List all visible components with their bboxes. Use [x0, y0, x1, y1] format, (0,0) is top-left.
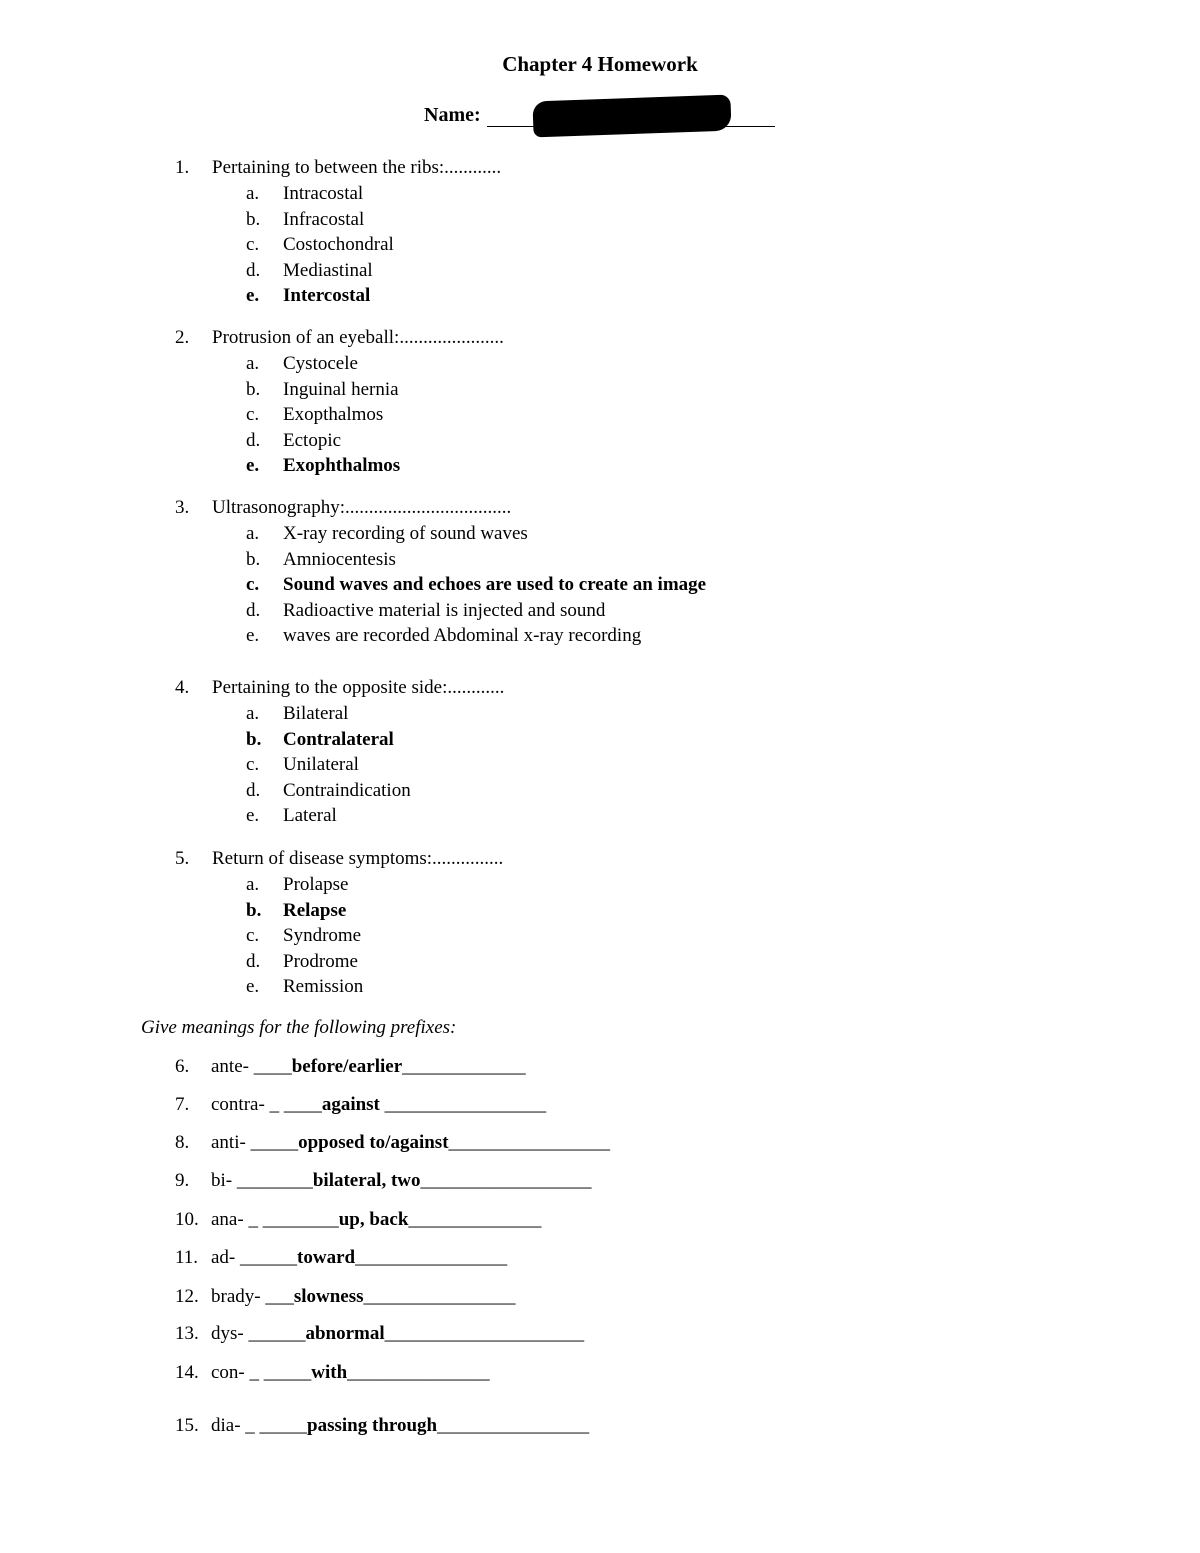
- question-number: 2.: [175, 327, 190, 348]
- prefix-number: 9.: [175, 1170, 190, 1191]
- selected-answer: Contralateral: [283, 728, 394, 750]
- prefix-number: 15.: [175, 1415, 199, 1436]
- question-number: 3.: [175, 497, 190, 518]
- option-letter: b.: [246, 548, 261, 570]
- option-letter: b.: [246, 208, 261, 230]
- prefix-term: ana-: [211, 1209, 244, 1230]
- prefix-term: ante-: [211, 1056, 249, 1077]
- option-letter: b.: [246, 728, 262, 750]
- name-label: Name:: [424, 104, 481, 126]
- prefix-number: 11.: [175, 1247, 199, 1268]
- option-text: Infracostal: [283, 208, 365, 230]
- option-text: Bilateral: [283, 703, 349, 724]
- prefix-term: brady-: [211, 1286, 261, 1307]
- prefix-term: con-: [211, 1362, 245, 1383]
- option-text: Ectopic: [283, 429, 342, 451]
- option-letter: c.: [246, 925, 260, 946]
- prefix-answer: slowness: [293, 1286, 364, 1307]
- answer-blank-lead: ________: [236, 1170, 313, 1191]
- prefix-term: ad-: [211, 1247, 236, 1268]
- option-text: Cystocele: [283, 353, 358, 374]
- redaction-mark: [532, 95, 731, 138]
- prefix-answer: before/earlier: [291, 1056, 403, 1077]
- prefix-answer: against: [321, 1094, 385, 1115]
- option-letter: b.: [246, 378, 261, 400]
- question-number: 1.: [175, 157, 190, 178]
- option-text: Lateral: [283, 805, 337, 826]
- question-text: Pertaining to between the ribs:............: [212, 157, 502, 178]
- answer-blank-tail: ________________: [437, 1415, 590, 1436]
- prefix-term: dys-: [211, 1323, 244, 1344]
- prefix-number: 12.: [175, 1286, 199, 1307]
- option-letter: c.: [246, 234, 260, 255]
- answer-blank-tail: ______________: [408, 1209, 542, 1230]
- prefix-number: 13.: [175, 1323, 199, 1344]
- question-text: Protrusion of an eyeball:......................: [212, 327, 504, 348]
- option-text: Syndrome: [283, 925, 362, 946]
- answer-blank-lead: _ _____: [245, 1415, 308, 1436]
- selected-answer: Exophthalmos: [283, 455, 401, 476]
- answer-blank-tail: __________________: [420, 1170, 592, 1191]
- prefix-answer: abnormal: [305, 1323, 385, 1344]
- answer-blank-lead: _ ____: [269, 1094, 322, 1115]
- prefix-number: 14.: [175, 1362, 199, 1383]
- answer-blank-tail: _______________: [347, 1362, 490, 1383]
- option-letter: a.: [246, 353, 260, 374]
- option-text: Prodrome: [283, 950, 358, 972]
- option-letter: c.: [246, 404, 260, 425]
- selected-answer: Intercostal: [283, 285, 371, 306]
- name-row: [424, 104, 775, 127]
- prefix-answer: with: [311, 1362, 348, 1383]
- option-letter: a.: [246, 874, 260, 895]
- option-letter: e.: [246, 285, 260, 306]
- option-text: Intracostal: [283, 183, 364, 204]
- prefix-term: bi-: [211, 1170, 233, 1191]
- option-letter: d.: [246, 259, 261, 281]
- option-text: Prolapse: [283, 874, 349, 895]
- answer-blank-tail: _________________: [448, 1132, 611, 1153]
- option-text: Amniocentesis: [283, 548, 396, 570]
- prefix-number: 7.: [175, 1094, 190, 1115]
- option-letter: e.: [246, 455, 260, 476]
- prefix-answer: bilateral, two: [312, 1170, 421, 1191]
- answer-blank-tail: _________________: [384, 1094, 547, 1115]
- answer-blank-lead: _ ________: [248, 1209, 339, 1230]
- option-text: Radioactive material is injected and sound: [283, 599, 606, 621]
- option-text: Inguinal hernia: [283, 378, 399, 400]
- option-letter: e.: [246, 976, 260, 997]
- question-text: Ultrasonography:...................................: [212, 497, 512, 518]
- selected-answer: Sound waves and echoes are used to create an image: [283, 574, 707, 595]
- option-letter: c.: [246, 754, 260, 775]
- prefix-answer: toward: [297, 1247, 356, 1268]
- option-text: Remission: [283, 976, 364, 997]
- answer-blank-lead: _____: [250, 1132, 299, 1153]
- option-letter: b.: [246, 899, 262, 921]
- prefix-term: contra-: [211, 1094, 265, 1115]
- option-letter: d.: [246, 429, 261, 451]
- prefix-number: 8.: [175, 1132, 190, 1153]
- name-blank: [487, 104, 775, 127]
- answer-blank-tail: ________________: [355, 1247, 508, 1268]
- prefix-number: 6.: [175, 1056, 190, 1077]
- selected-answer: Relapse: [283, 899, 347, 921]
- question-text: Return of disease symptoms:...............: [212, 848, 504, 869]
- option-letter: d.: [246, 779, 261, 801]
- option-letter: a.: [246, 183, 260, 204]
- answer-blank-tail: _____________________: [384, 1323, 585, 1344]
- prefix-answer: opposed to/against: [298, 1132, 449, 1153]
- option-letter: a.: [246, 523, 260, 544]
- question-number: 5.: [175, 848, 190, 869]
- answer-blank-lead: ______: [240, 1247, 298, 1268]
- option-letter: c.: [246, 574, 260, 595]
- prefix-term: anti-: [211, 1132, 246, 1153]
- option-text: Mediastinal: [283, 259, 373, 281]
- option-text: Costochondral: [283, 234, 394, 255]
- option-letter: a.: [246, 703, 260, 724]
- prefix-term: dia-: [211, 1415, 241, 1436]
- option-text: X-ray recording of sound waves: [283, 523, 528, 544]
- question-text: Pertaining to the opposite side:............: [212, 677, 505, 698]
- answer-blank-tail: ________________: [363, 1286, 516, 1307]
- option-text: waves are recorded Abdominal x-ray recording: [283, 625, 642, 646]
- option-text: Exopthalmos: [283, 404, 384, 425]
- answer-blank-lead: _ _____: [249, 1362, 312, 1383]
- answer-blank-tail: _____________: [402, 1056, 526, 1077]
- prefix-instruction: Give meanings for the following prefixes:: [141, 1017, 457, 1038]
- option-letter: d.: [246, 599, 261, 621]
- prefix-number: 10.: [175, 1209, 199, 1230]
- prefix-answer: passing through: [307, 1415, 438, 1436]
- answer-blank-lead: ____: [253, 1056, 292, 1077]
- prefix-answer: up, back: [338, 1209, 409, 1230]
- answer-blank-lead: ___: [265, 1286, 294, 1307]
- option-text: Contraindication: [283, 779, 411, 801]
- option-letter: d.: [246, 950, 261, 972]
- page-title: Chapter 4 Homework: [502, 52, 698, 76]
- question-number: 4.: [175, 677, 190, 698]
- answer-blank-lead: ______: [248, 1323, 306, 1344]
- option-letter: e.: [246, 805, 260, 826]
- option-letter: e.: [246, 625, 260, 646]
- option-text: Unilateral: [283, 754, 359, 775]
